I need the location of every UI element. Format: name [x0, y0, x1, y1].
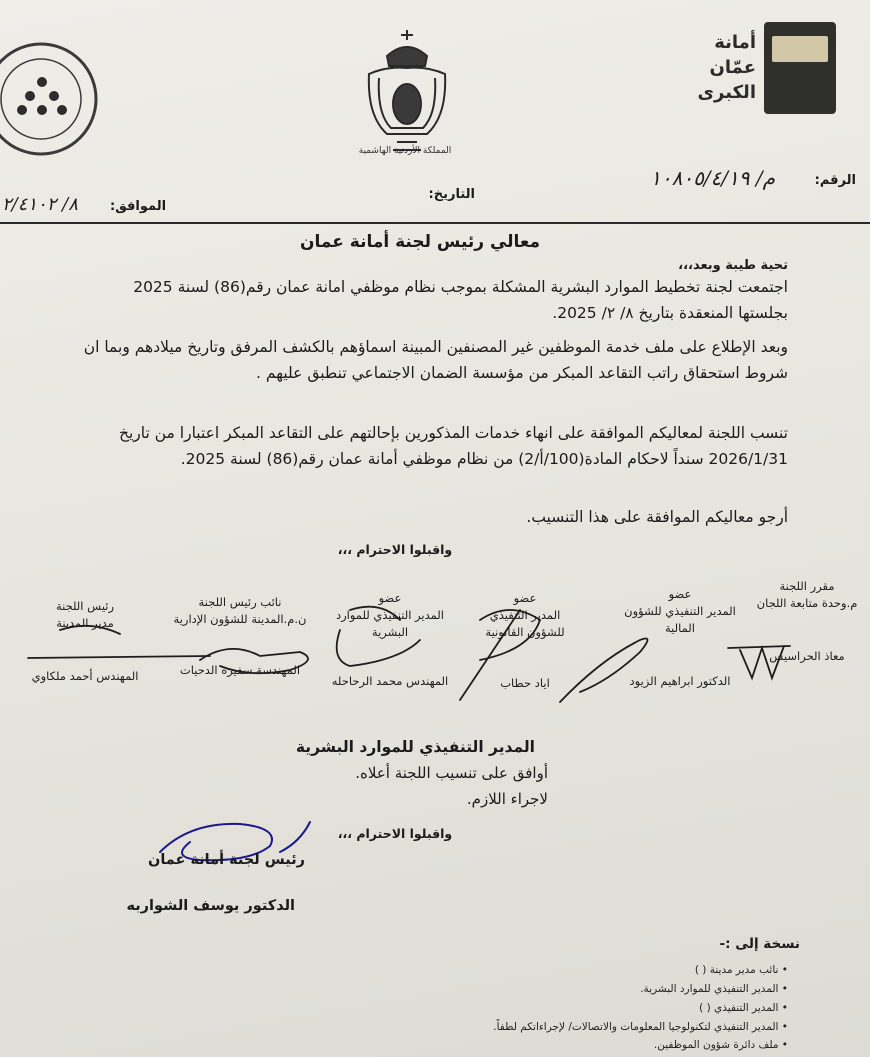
paragraph-1: اجتمعت لجنة تخطيط الموارد البشرية المشكلة بموجب نظام موظفي امانة عمان رقم(86) لسنة 2025 بجلستها المنعقدة بتاريخ ٨/ ٢/ 2025. — [133, 278, 788, 322]
copy-item-5: • ملف دائرة شؤون الموظفين. — [653, 1039, 788, 1051]
copy-item-2: • المدير التنفيذي للموارد البشرية. — [640, 983, 788, 995]
signatory-name: الدكتور ابراهيم الزيود — [629, 674, 731, 688]
amman-municipality-logo — [696, 22, 836, 114]
signatory-name: المهندس محمد الرحاحله — [331, 674, 449, 688]
greeting: تحية طيبة وبعد،،، — [678, 258, 788, 273]
ref-number: م/ ١٠٨٠٥/٤/١٩ — [650, 166, 775, 190]
paragraph-3: تنسب اللجنة لمعاليكم الموافقة على انهاء خدمات المذكورين بإحالتهم على التقاعد المبكر اعتبارا من تاريخ 2026/1/31 سنداً لاحكام المادة(100/أ/2) من نظام موظفي أمانة عمان رقم(86) لسنة 2025. — [118, 424, 788, 468]
president-title: رئيس لجنة أمانة عمان — [147, 852, 305, 868]
signatory-role: رئيس اللجنة — [55, 599, 115, 613]
signature-4-icon — [337, 607, 420, 666]
signature-6-icon — [28, 626, 210, 658]
signatory-name: المهندس أحمد ملكاوي — [31, 669, 139, 683]
crest-caption: المملكة الأردنية الهاشمية — [358, 146, 452, 156]
royal-crest-icon — [357, 26, 457, 166]
paragraph-2: وبعد الإطلاع على ملف خدمة الموظفين غير المصنفين المبينة اسماؤهم بالكشف المرفق وتاريخ ميلادهم وبما ان شروط استحقاق راتب التقاعد المبكر من مؤسسة الضمان الاجتماعي تنطبق عليهم . — [83, 338, 788, 382]
signatory-name: المهندسة سفيره الدحيات — [179, 663, 301, 677]
closing-respect: واقبلوا الاحترام ،،، — [337, 542, 453, 557]
date-label: التاريخ: — [428, 187, 475, 202]
hijri-date-value: ٨/ ٢/٤١٠٢ — [2, 194, 78, 215]
logo-line-1: أمانة — [714, 32, 756, 53]
president-signature-icon — [130, 812, 330, 882]
signature-3-icon — [460, 610, 540, 700]
paragraph-4: أرجو معاليكم الموافقة على هذا التنسيب. — [526, 508, 788, 526]
hr-approval-line-1: أوافق على تنسيب اللجنة أعلاه. — [355, 764, 548, 782]
signatory-name: اياد حطاب — [500, 676, 550, 690]
copies-heading: نسخة إلى :- — [719, 936, 800, 952]
header-divider — [0, 222, 870, 224]
signatory-role: نائب رئيس اللجنة — [198, 595, 282, 609]
hr-closing-respect: واقبلوا الاحترام ،،، — [337, 826, 453, 841]
president-name: الدكتور يوسف الشواربه — [126, 898, 295, 914]
signatory-title: م.وحدة متابعة اللجان — [756, 596, 858, 610]
hijri-date-label: الموافق: — [110, 199, 167, 214]
signature-2-icon — [560, 639, 648, 703]
ref-label: الرقم: — [814, 173, 856, 188]
signatory-title: ن.م.المدينة للشؤون الإدارية — [173, 612, 307, 626]
hr-approval-line-2: لاجراء اللازم. — [466, 790, 548, 808]
copy-item-1: • نائب مدير مدينة ( ) — [694, 964, 788, 976]
signatory-role: مقرر اللجنة — [779, 579, 835, 593]
signatory-title: المدير التنفيذي للموارد البشرية — [336, 608, 444, 639]
signatory-title: المدير التنفيذي للشؤون المالية — [624, 604, 736, 635]
signatory-title: مدير المدينة — [56, 616, 114, 630]
signatory-role: عضو — [668, 587, 692, 601]
copy-item-4: • المدير التنفيذي لتكنولوجيا المعلومات والاتصالات/ لإجراءاتكم لطفاً. — [493, 1021, 788, 1033]
department-seal-icon — [0, 40, 100, 158]
signatory-role: عضو — [378, 591, 402, 605]
signature-1-icon — [728, 646, 790, 678]
signature-5-icon — [200, 649, 308, 673]
signatory-title: المدير التنفيذي للشؤون القانونية — [485, 608, 565, 639]
logo-line-3: الكبرى — [697, 82, 756, 103]
amman-logo-mark — [764, 22, 836, 114]
copy-item-3: • المدير التنفيذي ( ) — [699, 1002, 788, 1014]
signatory-role: عضو — [513, 591, 537, 605]
amman-logo-text — [692, 30, 756, 105]
logo-line-2: عمّان — [709, 57, 756, 78]
signatory-name: معاذ الحراسيس — [769, 649, 845, 663]
letter-title: معالي رئيس لجنة أمانة عمان — [299, 232, 541, 252]
hr-director-heading: المدير التنفيذي للموارد البشرية — [295, 738, 535, 756]
committee-signatures — [0, 600, 870, 710]
